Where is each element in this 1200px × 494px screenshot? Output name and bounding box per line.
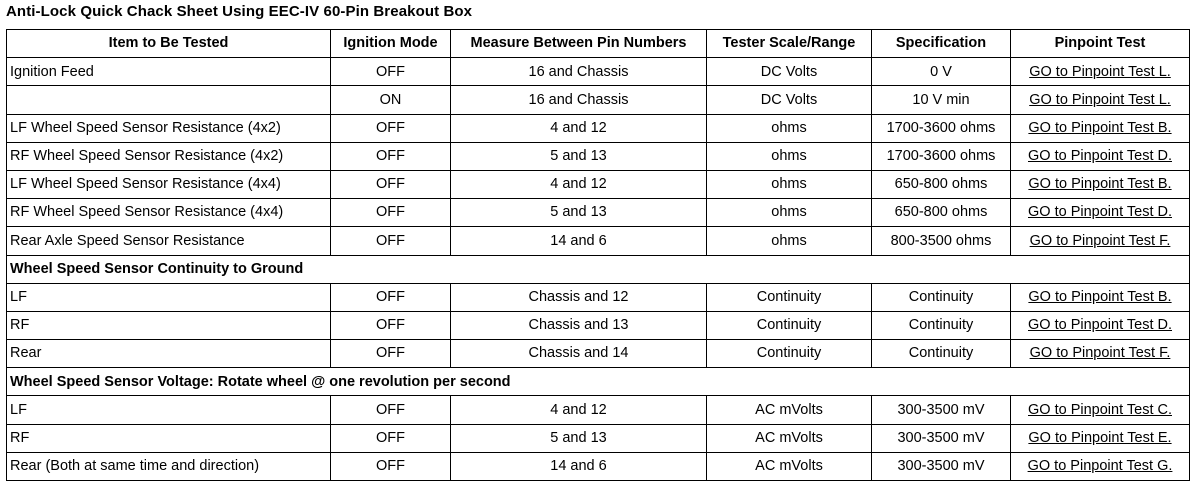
pinpoint-test-link[interactable]: GO to Pinpoint Test B. [1028, 119, 1172, 136]
item-cell [7, 86, 331, 114]
table-row [7, 283, 1190, 311]
header-item: Item to Be Tested [7, 30, 331, 58]
pinpoint-test-link[interactable]: GO to Pinpoint Test D. [1028, 148, 1172, 165]
tester-scale-cell: Continuity [707, 340, 872, 368]
item-cell: RF [7, 311, 331, 339]
table-body [7, 58, 1190, 481]
ignition-mode-cell: OFF [331, 227, 451, 255]
ignition-mode-cell: OFF [331, 58, 451, 86]
item-cell: RF Wheel Speed Sensor Resistance (4x2) [7, 142, 331, 170]
measure-pins-cell: 14 and 6 [451, 227, 707, 255]
pinpoint-test-cell [1011, 340, 1190, 368]
tester-scale-cell: ohms [707, 227, 872, 255]
pinpoint-test-cell [1011, 142, 1190, 170]
pinpoint-test-cell [1011, 283, 1190, 311]
measure-pins-cell: 4 and 12 [451, 396, 707, 424]
item-cell: Rear (Both at same time and direction) [7, 452, 331, 480]
pinpoint-test-link[interactable]: GO to Pinpoint Test L. [1029, 91, 1171, 108]
tester-scale-cell: ohms [707, 170, 872, 198]
pinpoint-test-cell [1011, 311, 1190, 339]
pinpoint-test-cell [1011, 58, 1190, 86]
specification-cell: 10 V min [872, 86, 1011, 114]
item-cell: Ignition Feed [7, 58, 331, 86]
ignition-mode-cell: OFF [331, 340, 451, 368]
table-row [7, 86, 1190, 114]
table-row [7, 199, 1190, 227]
table-row [7, 311, 1190, 339]
measure-pins-cell: 4 and 12 [451, 170, 707, 198]
header-row [7, 30, 1190, 58]
pinpoint-test-link[interactable]: GO to Pinpoint Test D. [1028, 317, 1172, 334]
item-cell: Rear [7, 340, 331, 368]
table-row [7, 58, 1190, 86]
section-row [7, 255, 1190, 283]
pinpoint-test-cell [1011, 227, 1190, 255]
item-cell: LF [7, 283, 331, 311]
pinpoint-test-cell [1011, 396, 1190, 424]
quick-check-table [6, 29, 1190, 481]
specification-cell: 650-800 ohms [872, 199, 1011, 227]
pinpoint-test-link[interactable]: GO to Pinpoint Test C. [1028, 401, 1172, 418]
tester-scale-cell: AC mVolts [707, 396, 872, 424]
item-cell: RF Wheel Speed Sensor Resistance (4x4) [7, 199, 331, 227]
pinpoint-test-link[interactable]: GO to Pinpoint Test F. [1029, 345, 1171, 362]
pinpoint-test-link[interactable]: GO to Pinpoint Test G. [1027, 458, 1173, 475]
ignition-mode-cell: OFF [331, 199, 451, 227]
measure-pins-cell: 5 and 13 [451, 199, 707, 227]
ignition-mode-cell: OFF [331, 142, 451, 170]
table-row [7, 340, 1190, 368]
pinpoint-test-cell [1011, 452, 1190, 480]
item-cell: LF [7, 396, 331, 424]
section-heading: Wheel Speed Sensor Voltage: Rotate wheel @ one revolution per second [7, 368, 1190, 396]
table-row [7, 170, 1190, 198]
measure-pins-cell: 5 and 13 [451, 424, 707, 452]
section-row [7, 368, 1190, 396]
pinpoint-test-link[interactable]: GO to Pinpoint Test B. [1028, 176, 1172, 193]
pinpoint-test-link[interactable]: GO to Pinpoint Test F. [1029, 232, 1171, 249]
ignition-mode-cell: OFF [331, 452, 451, 480]
header-measure: Measure Between Pin Numbers [451, 30, 707, 58]
item-cell: LF Wheel Speed Sensor Resistance (4x2) [7, 114, 331, 142]
tester-scale-cell: Continuity [707, 283, 872, 311]
specification-cell: 800-3500 ohms [872, 227, 1011, 255]
measure-pins-cell: 14 and 6 [451, 452, 707, 480]
table-row [7, 452, 1190, 480]
table-row [7, 396, 1190, 424]
table-row [7, 424, 1190, 452]
specification-cell: 1700-3600 ohms [872, 142, 1011, 170]
tester-scale-cell: Continuity [707, 311, 872, 339]
pinpoint-test-cell [1011, 86, 1190, 114]
specification-cell: 300-3500 mV [872, 396, 1011, 424]
measure-pins-cell: 5 and 13 [451, 142, 707, 170]
tester-scale-cell: AC mVolts [707, 424, 872, 452]
specification-cell: Continuity [872, 283, 1011, 311]
ignition-mode-cell: OFF [331, 396, 451, 424]
pinpoint-test-cell [1011, 114, 1190, 142]
pinpoint-test-cell [1011, 199, 1190, 227]
ignition-mode-cell: ON [331, 86, 451, 114]
pinpoint-test-link[interactable]: GO to Pinpoint Test E. [1028, 429, 1172, 446]
specification-cell: 0 V [872, 58, 1011, 86]
tester-scale-cell: ohms [707, 142, 872, 170]
measure-pins-cell: 16 and Chassis [451, 58, 707, 86]
table-row [7, 142, 1190, 170]
sheet-title: Anti-Lock Quick Chack Sheet Using EEC-IV 60-Pin Breakout Box [6, 3, 473, 20]
specification-cell: Continuity [872, 311, 1011, 339]
ignition-mode-cell: OFF [331, 311, 451, 339]
pinpoint-test-cell [1011, 170, 1190, 198]
tester-scale-cell: ohms [707, 199, 872, 227]
header-pinpoint-test: Pinpoint Test [1011, 30, 1190, 58]
specification-cell: 1700-3600 ohms [872, 114, 1011, 142]
header-tester-scale: Tester Scale/Range [707, 30, 872, 58]
header-specification: Specification [872, 30, 1011, 58]
tester-scale-cell: DC Volts [707, 58, 872, 86]
ignition-mode-cell: OFF [331, 283, 451, 311]
tester-scale-cell: DC Volts [707, 86, 872, 114]
table-row [7, 227, 1190, 255]
ignition-mode-cell: OFF [331, 424, 451, 452]
pinpoint-test-cell [1011, 424, 1190, 452]
tester-scale-cell: AC mVolts [707, 452, 872, 480]
tester-scale-cell: ohms [707, 114, 872, 142]
section-heading: Wheel Speed Sensor Continuity to Ground [7, 255, 1190, 283]
ignition-mode-cell: OFF [331, 170, 451, 198]
specification-cell: 300-3500 mV [872, 424, 1011, 452]
header-ignition-mode: Ignition Mode [331, 30, 451, 58]
table-row [7, 114, 1190, 142]
ignition-mode-cell: OFF [331, 114, 451, 142]
specification-cell: Continuity [872, 340, 1011, 368]
measure-pins-cell: 4 and 12 [451, 114, 707, 142]
measure-pins-cell: 16 and Chassis [451, 86, 707, 114]
pinpoint-test-link[interactable]: GO to Pinpoint Test B. [1028, 289, 1172, 306]
measure-pins-cell: Chassis and 12 [451, 283, 707, 311]
measure-pins-cell: Chassis and 13 [451, 311, 707, 339]
item-cell: RF [7, 424, 331, 452]
pinpoint-test-link[interactable]: GO to Pinpoint Test D. [1028, 204, 1172, 221]
item-cell: LF Wheel Speed Sensor Resistance (4x4) [7, 170, 331, 198]
pinpoint-test-link[interactable]: GO to Pinpoint Test L. [1029, 63, 1171, 80]
specification-cell: 300-3500 mV [872, 452, 1011, 480]
specification-cell: 650-800 ohms [872, 170, 1011, 198]
item-cell: Rear Axle Speed Sensor Resistance [7, 227, 331, 255]
measure-pins-cell: Chassis and 14 [451, 340, 707, 368]
